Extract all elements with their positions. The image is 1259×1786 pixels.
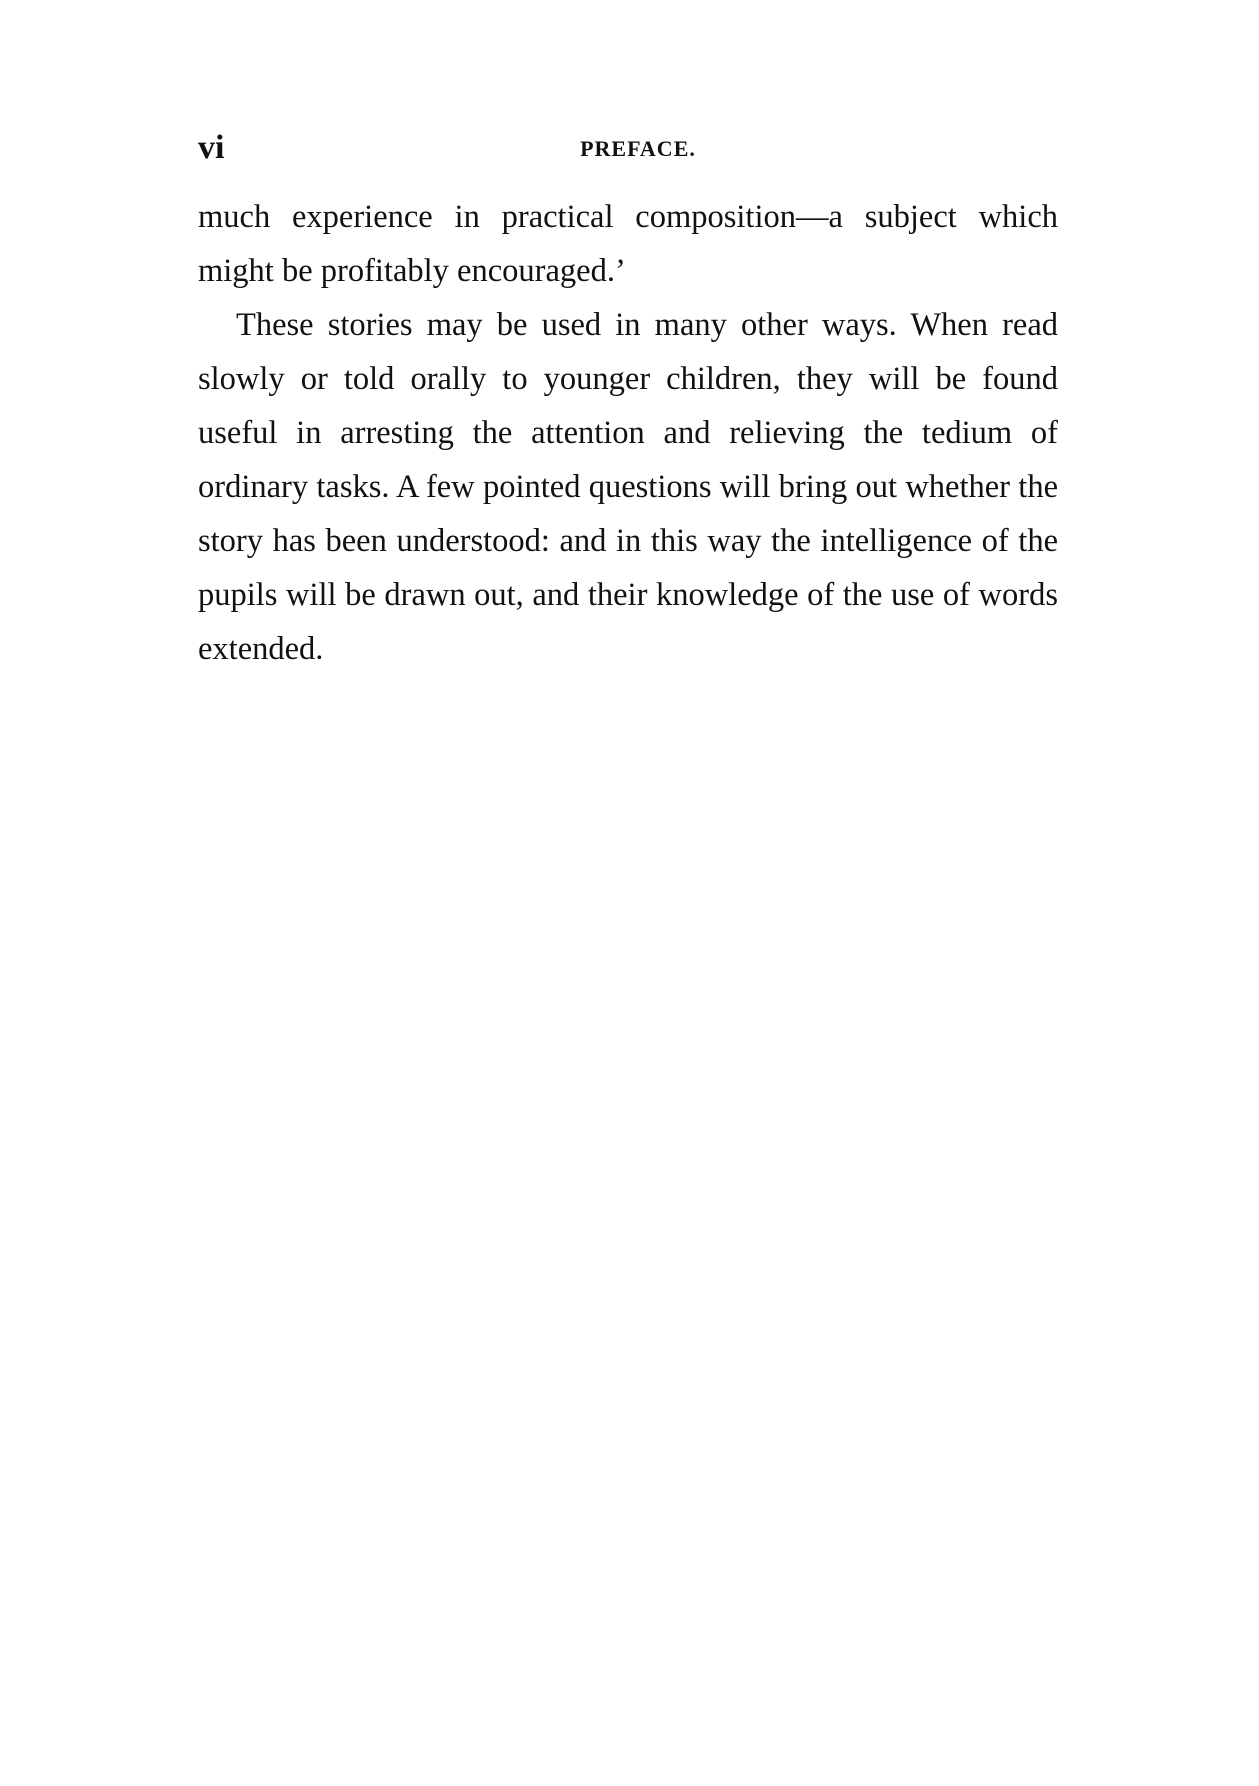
- running-title: PREFACE.: [580, 136, 696, 161]
- page-number: vi: [198, 129, 225, 166]
- body-text: [198, 190, 1058, 676]
- paragraph-continuation: much experience in practical composition—a subject which might be profitably encouraged.’: [198, 199, 1058, 289]
- running-head: [198, 128, 1058, 168]
- paragraph-uses: These stories may be used in many other ways. When read slowly or told orally to younger children, they will be found useful in arresting the attention and relieving the tedium of ordinary tasks. A few pointed questions will bring out whether the story has been understood: and in this way the intelligence of the pupils will be drawn out, and their knowledge of the use of words extended.: [198, 307, 1058, 667]
